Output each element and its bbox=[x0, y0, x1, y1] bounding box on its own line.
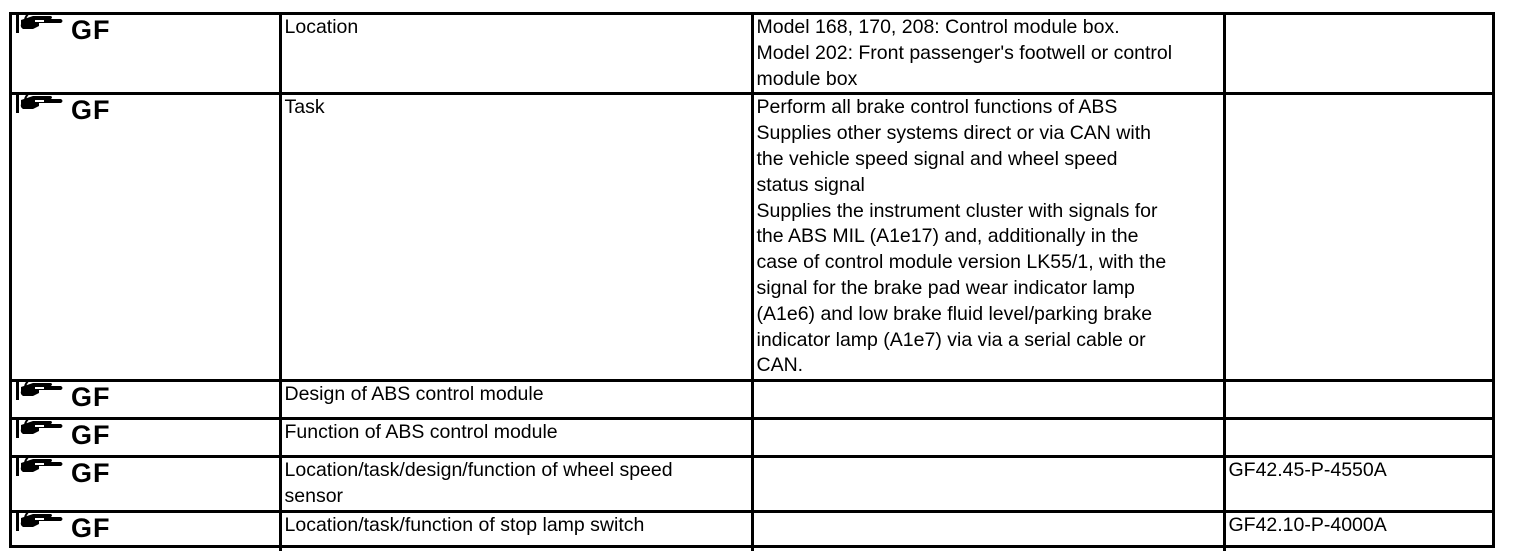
subject-cell bbox=[280, 381, 752, 419]
subject-cell bbox=[280, 419, 752, 457]
gf-link[interactable] bbox=[15, 511, 279, 543]
gf-tag: GF bbox=[71, 512, 111, 543]
details-text: the ABS MIL (A1e17) and, additionally in the bbox=[756, 225, 1139, 248]
icon-cell bbox=[12, 511, 280, 551]
gf-tag: GF bbox=[71, 458, 111, 489]
details-text: the vehicle speed signal and wheel speed bbox=[756, 147, 1118, 170]
details-cell bbox=[752, 381, 1224, 419]
details-text: Model 202: Front passenger's footwell or control bbox=[756, 41, 1173, 64]
details-text: signal for the brake pad wear indicator lamp bbox=[756, 276, 1135, 299]
table-row bbox=[12, 457, 1492, 512]
details-cell bbox=[752, 94, 1224, 381]
subject-text: sensor bbox=[284, 484, 344, 507]
reference-cell bbox=[1224, 15, 1492, 94]
reference-cell bbox=[1224, 94, 1492, 381]
details-text: Supplies the instrument cluster with signals for bbox=[756, 199, 1158, 222]
subject-text: Location bbox=[284, 16, 359, 38]
subject-cell bbox=[280, 511, 752, 551]
details-text: Perform all brake control functions of ABS bbox=[756, 96, 1118, 119]
details-text: module box bbox=[756, 67, 858, 90]
table-row bbox=[12, 94, 1492, 381]
icon-cell bbox=[12, 419, 280, 457]
details-cell bbox=[752, 15, 1224, 94]
reference-cell bbox=[1224, 419, 1492, 457]
details-text: Model 168, 170, 208: Control module box. bbox=[756, 16, 1120, 38]
pointing-hand-icon bbox=[15, 457, 67, 479]
details-text: CAN. bbox=[756, 354, 804, 377]
gf-link[interactable] bbox=[15, 15, 279, 45]
gf-link[interactable] bbox=[15, 457, 279, 489]
gf-tag: GF bbox=[71, 95, 111, 126]
details-text: Supplies other systems direct or via CAN with bbox=[756, 122, 1151, 145]
pointing-hand-icon bbox=[15, 94, 67, 116]
pointing-hand-icon bbox=[15, 419, 67, 441]
details-text: status signal bbox=[756, 173, 865, 196]
gf-tag: GF bbox=[71, 15, 111, 45]
icon-cell bbox=[12, 457, 280, 512]
subject-text: Location/task/design/function of wheel speed bbox=[284, 459, 673, 482]
subject-text: Location/task/function of stop lamp switch bbox=[284, 513, 645, 536]
details-text: (A1e6) and low brake fluid level/parking brake bbox=[756, 302, 1153, 325]
reference-cell bbox=[1224, 381, 1492, 419]
table-row bbox=[12, 511, 1492, 551]
gf-link[interactable] bbox=[15, 419, 279, 451]
subject-cell bbox=[280, 15, 752, 94]
pointing-hand-icon bbox=[15, 15, 67, 35]
gf-link[interactable] bbox=[15, 94, 279, 126]
reference-grid bbox=[12, 15, 1492, 551]
subject-text: Design of ABS control module bbox=[284, 383, 544, 406]
details-text: indicator lamp (A1e7) via via a serial cable or bbox=[756, 328, 1146, 351]
reference-table bbox=[9, 12, 1495, 548]
gf-link[interactable] bbox=[15, 381, 279, 413]
details-cell bbox=[752, 457, 1224, 512]
pointing-hand-icon bbox=[15, 511, 67, 533]
reference-code[interactable]: GF42.45-P-4550A bbox=[1228, 459, 1387, 482]
gf-tag: GF bbox=[71, 420, 111, 451]
table-row bbox=[12, 15, 1492, 94]
details-cell bbox=[752, 419, 1224, 457]
table-row bbox=[12, 381, 1492, 419]
reference-code[interactable]: GF42.10-P-4000A bbox=[1228, 513, 1387, 536]
subject-cell bbox=[280, 94, 752, 381]
pointing-hand-icon bbox=[15, 381, 67, 403]
table-row bbox=[12, 419, 1492, 457]
icon-cell bbox=[12, 381, 280, 419]
subject-cell bbox=[280, 457, 752, 512]
subject-text: Function of ABS control module bbox=[284, 421, 558, 444]
details-cell bbox=[752, 511, 1224, 551]
gf-tag: GF bbox=[71, 382, 111, 413]
reference-cell bbox=[1224, 457, 1492, 512]
icon-cell bbox=[12, 15, 280, 94]
icon-cell bbox=[12, 94, 280, 381]
reference-cell bbox=[1224, 511, 1492, 551]
subject-text: Task bbox=[284, 96, 325, 119]
details-text: case of control module version LK55/1, with the bbox=[756, 251, 1167, 274]
